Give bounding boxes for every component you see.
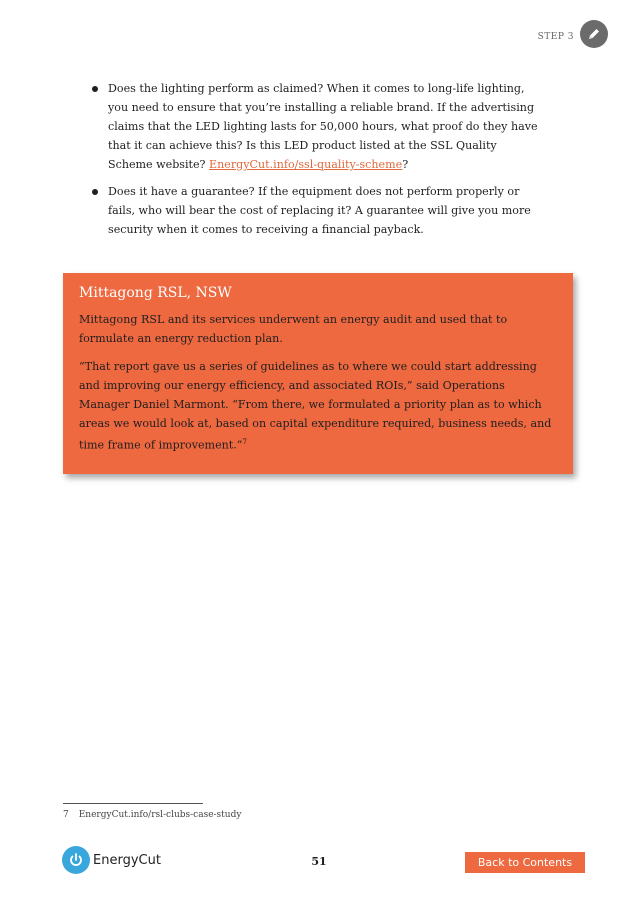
bullet-list bbox=[92, 79, 542, 247]
case-study-paragraph: Mittagong RSL and its services underwent an energy audit and used that to formulate an energy reduction plan. bbox=[79, 313, 508, 345]
bullet-dot bbox=[92, 189, 98, 195]
list-item bbox=[108, 182, 542, 239]
footnote-divider bbox=[63, 803, 203, 804]
bullet-text: Does it have a guarantee? If the equipment does not perform properly or fails, who will bear the cost of replacing it? A guarantee will give you more security when it comes to receiving a financial payback. bbox=[108, 185, 531, 236]
ssl-quality-scheme-link[interactable]: EnergyCut.info/ssl-quality-scheme bbox=[209, 158, 403, 171]
footnote bbox=[63, 810, 241, 820]
case-study-title: Mittagong RSL, NSW bbox=[79, 285, 232, 301]
logo-text: EnergyCut bbox=[93, 852, 161, 868]
bullet-dot bbox=[92, 86, 98, 92]
case-study-quote bbox=[79, 357, 557, 455]
bullet-text: Does the lighting perform as claimed? When it comes to long-life lighting, you need to ensure that you’re installing a reliable brand. If the advertising claims that the LED lighting lasts for 50,000 hours, what proof do they have that it can achieve this? Is this LED product listed at the SSL Quality Scheme website? bbox=[108, 82, 538, 171]
page-number: 51 bbox=[311, 855, 327, 868]
pencil-icon bbox=[580, 20, 608, 48]
back-to-contents-button[interactable]: Back to Contents bbox=[465, 852, 585, 873]
step-label: STEP 3 bbox=[537, 32, 574, 42]
footnote-text: EnergyCut.info/rsl-clubs-case-study bbox=[78, 810, 242, 820]
case-study-box bbox=[63, 273, 573, 474]
footnote-ref[interactable]: 7 bbox=[242, 438, 247, 446]
footnote-number: 7 bbox=[63, 810, 69, 820]
case-study-quote-text: “That report gave us a series of guidelines as to where we could start addressing and improving our energy efficiency, and associated ROIs,” said Operations Manager Daniel Marmont. “From there, we formulated a priority plan as to which areas we would look at, based on capital expenditure required, business needs, and time frame of improvement.” bbox=[79, 360, 552, 452]
list-item bbox=[108, 79, 542, 174]
bullet-trailing: ? bbox=[402, 158, 409, 171]
